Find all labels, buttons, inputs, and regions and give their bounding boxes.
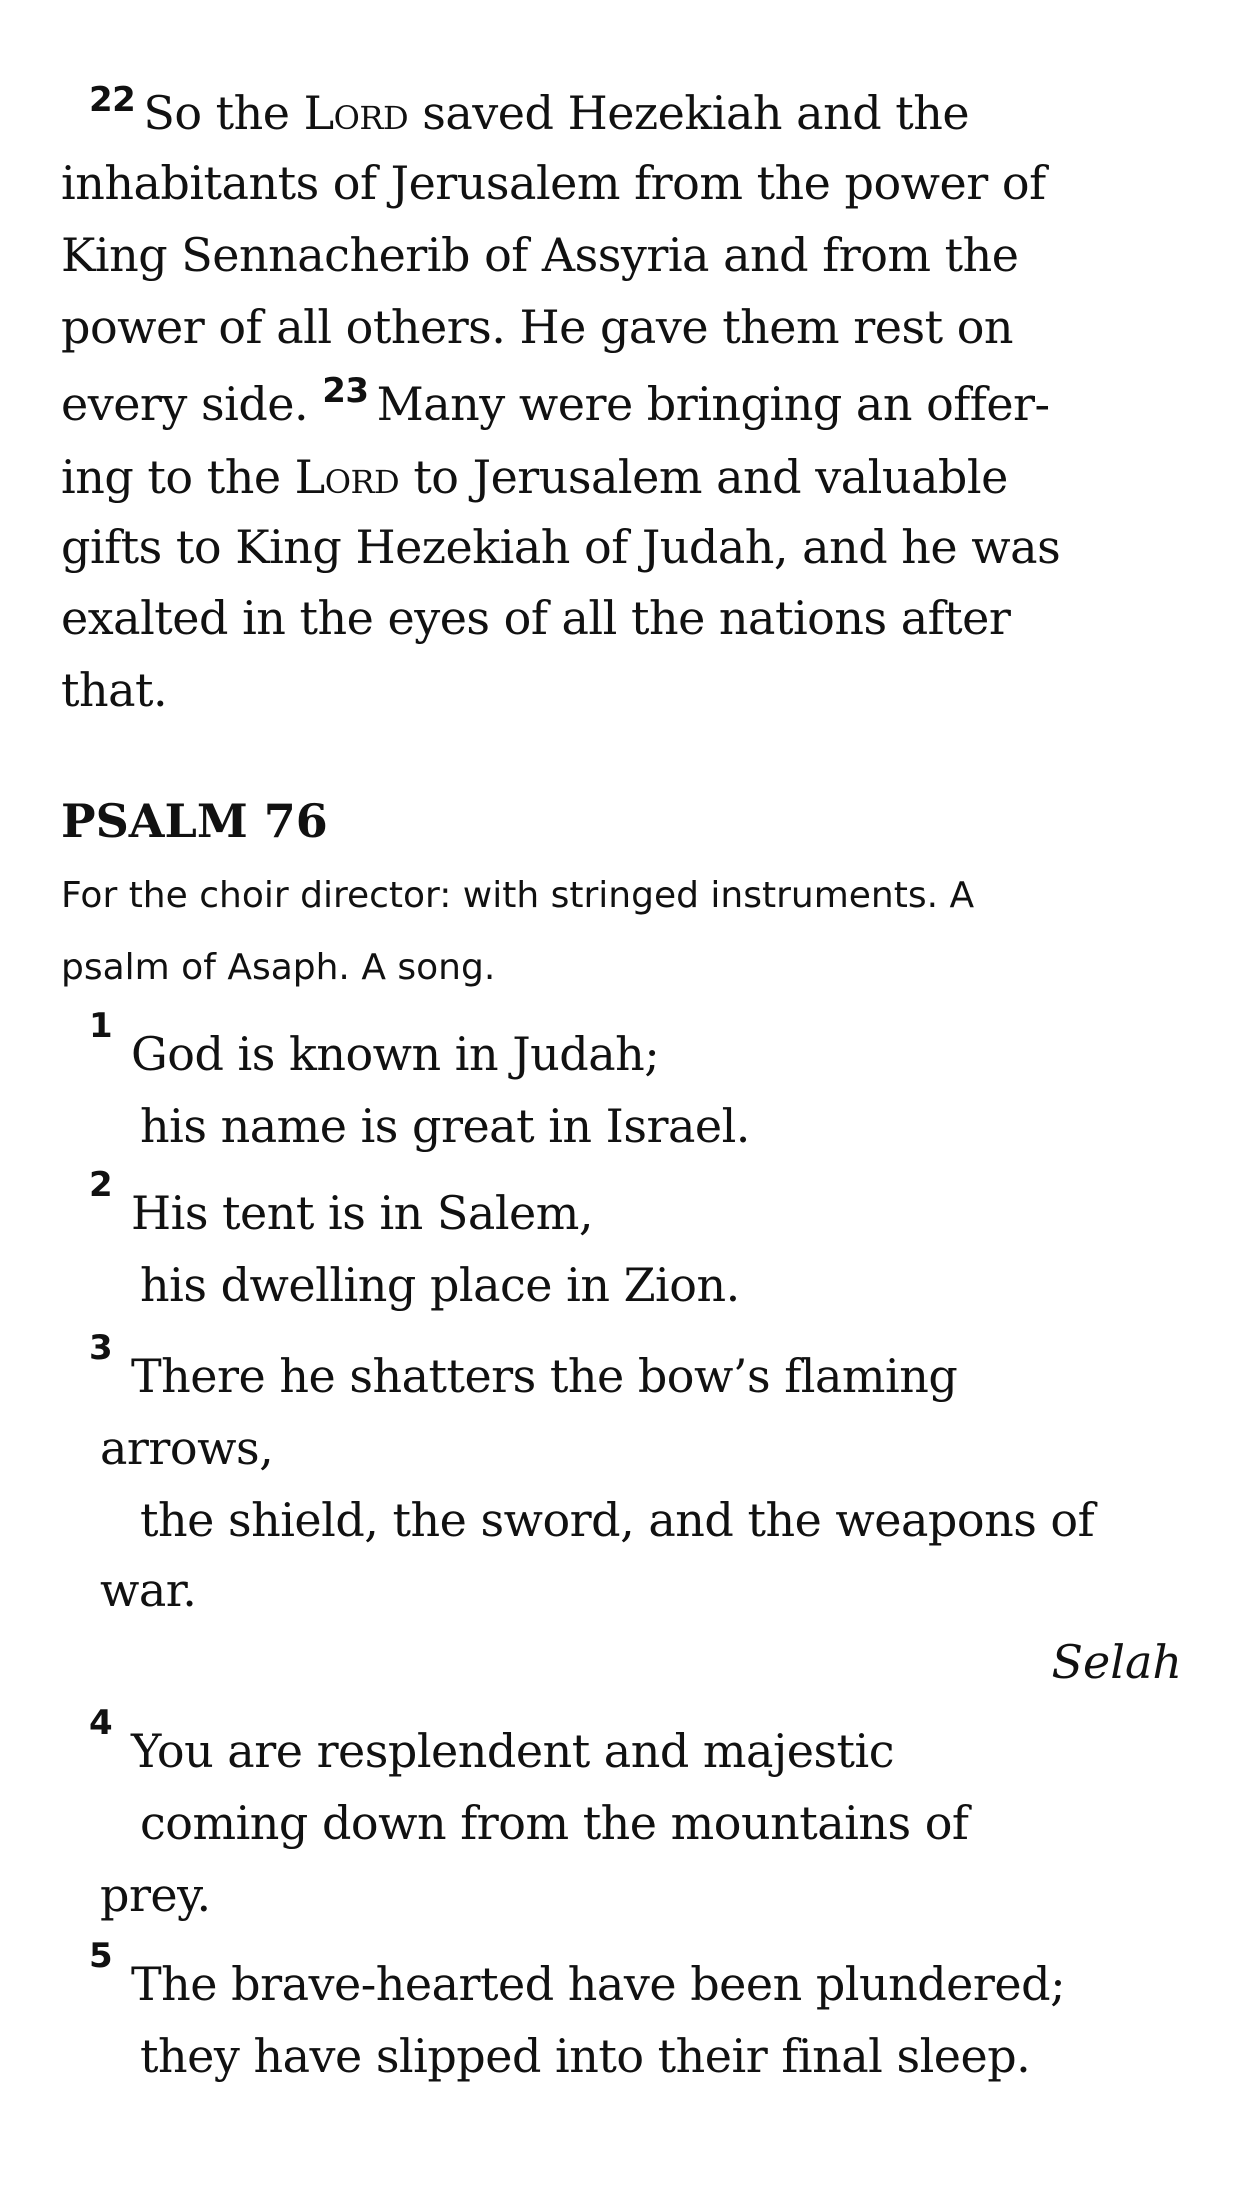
prose-line: gifts to King Hezekiah of Judah, and he was (61, 520, 1061, 574)
prose-line: inhabitants of Jerusalem from the power of (61, 156, 1046, 210)
poetry-line: The brave-hearted have been plundered; (131, 1957, 1066, 2011)
text: every side. (61, 377, 323, 431)
poetry-line: war. (100, 1563, 197, 1617)
poetry-line: his dwelling place in Zion. (140, 1258, 740, 1312)
poetry-line: His tent is in Salem, (131, 1186, 594, 1240)
text: to Jerusalem and valuable (399, 450, 1008, 504)
verse-number: 5 (89, 1936, 113, 1976)
verse-number: 4 (89, 1703, 113, 1743)
text: ing to the (61, 450, 295, 504)
prose-line (61, 368, 1050, 440)
verse-number: 1 (89, 1006, 113, 1046)
poetry-line: coming down from the mountains of (140, 1796, 969, 1850)
selah: Selah (1051, 1635, 1182, 1689)
text: saved Hezekiah and the (408, 86, 970, 140)
prose-line: power of all others. He gave them rest on (61, 300, 1014, 354)
verse-number: 23 (322, 371, 369, 411)
verse-number: 22 (89, 80, 136, 120)
poetry-line: they have slipped into their final sleep. (140, 2029, 1031, 2083)
poetry-line: the shield, the sword, and the weapons of (140, 1493, 1095, 1547)
psalm-title: PSALM 76 (61, 794, 328, 848)
poetry-line: There he shatters the bow’s flaming (131, 1349, 958, 1403)
poetry-line: his name is great in Israel. (140, 1099, 750, 1153)
poetry-line: prey. (100, 1868, 211, 1922)
lord-smallcaps: Lord (303, 86, 409, 140)
prose-line (61, 441, 1008, 513)
prose-line: that. (61, 663, 168, 717)
poetry-line: God is known in Judah; (131, 1027, 660, 1081)
poetry-line: You are resplendent and majestic (131, 1724, 895, 1778)
prose-line: King Sennacherib of Assyria and from the (61, 228, 1019, 282)
lord-smallcaps: Lord (294, 450, 400, 504)
poetry-line: arrows, (100, 1421, 274, 1475)
prose-line: exalted in the eyes of all the nations after (61, 591, 1011, 645)
text: Many were bringing an offer- (376, 377, 1050, 431)
psalm-superscription: For the choir director: with stringed instruments. A (61, 875, 975, 916)
verse-number: 3 (89, 1328, 113, 1368)
prose-line (61, 77, 969, 149)
text: So the (143, 86, 304, 140)
psalm-superscription: psalm of Asaph. A song. (61, 947, 496, 988)
verse-number: 2 (89, 1165, 113, 1205)
